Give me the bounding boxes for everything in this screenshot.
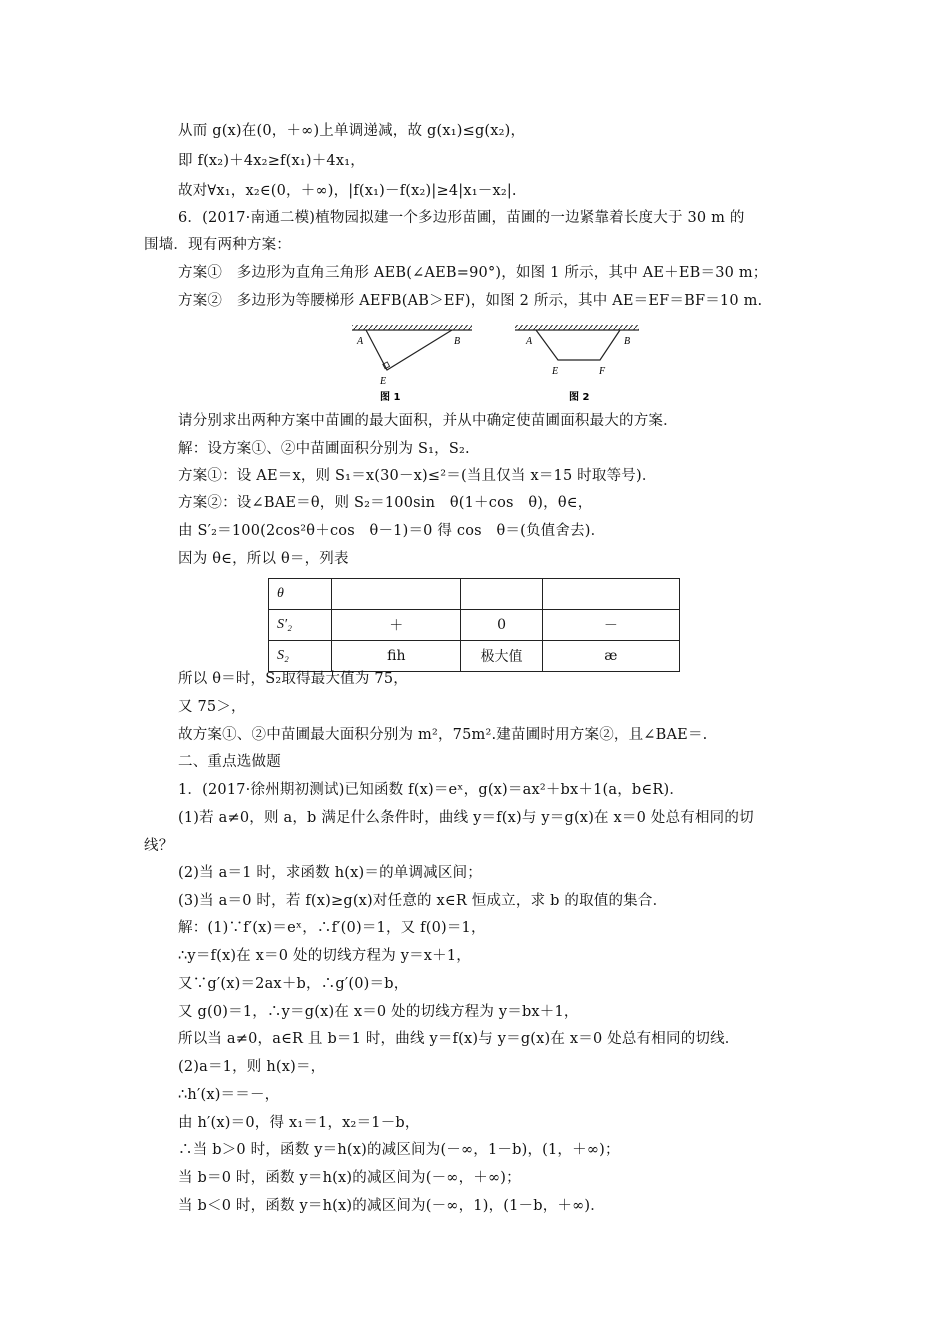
text-line: 从而 g(x)在(0，＋∞)上单调递减，故 g(x₁)≤g(x₂)， bbox=[178, 123, 526, 139]
text-line: 故方案①、②中苗圃最大面积分别为 m²，75m².建苗圃时用方案②，且∠BAE＝. bbox=[178, 727, 708, 743]
text-line: 6．(2017·南通二模)植物园拟建一个多边形苗圃，苗圃的一边紧靠着长度大于 30 m 的 bbox=[178, 210, 745, 226]
label-e: E bbox=[552, 366, 559, 377]
figure-2 bbox=[515, 325, 639, 403]
text-line: (2)当 a＝1 时，求函数 h(x)＝的单调减区间； bbox=[178, 865, 482, 881]
figures bbox=[340, 322, 660, 404]
figure-diagrams bbox=[340, 322, 660, 404]
figure-1 bbox=[352, 325, 472, 403]
table-cell: S′₂ bbox=[269, 610, 332, 641]
table-cell bbox=[542, 579, 679, 610]
table-row bbox=[269, 579, 680, 610]
text-line: 所以 θ＝时，S₂取得最大值为 75， bbox=[178, 671, 408, 687]
table-cell bbox=[461, 579, 542, 610]
label-a: A bbox=[357, 336, 364, 347]
text-line: 又 g(0)＝1，∴y＝g(x)在 x＝0 处的切线方程为 y＝bx＋1， bbox=[178, 1004, 579, 1020]
wall-hatch bbox=[515, 325, 639, 330]
text-line: 又 75＞， bbox=[178, 699, 246, 715]
text-line: 当 b＝0 时，函数 y＝h(x)的减区间为(－∞，＋∞)； bbox=[178, 1170, 521, 1186]
text-line: (1)若 a≠0，则 a，b 满足什么条件时，曲线 y＝f(x)与 y＝g(x)在 x＝0 处总有相同的切 bbox=[178, 810, 754, 826]
section-heading: 二、重点选做题 bbox=[178, 754, 281, 770]
table-cell: θ bbox=[269, 579, 332, 610]
triangle-aeb bbox=[366, 330, 452, 370]
text-line: 故对∀x₁，x₂∈(0，＋∞)，|f(x₁)－f(x₂)|≥4|x₁－x₂|. bbox=[178, 183, 517, 199]
text-line: 方案①：设 AE＝x，则 S₁＝x(30－x)≤²＝(当且仅当 x＝15 时取等号)． bbox=[178, 468, 657, 484]
text-line: 方案②：设∠BAE＝θ，则 S₂＝100sin θ(1＋cos θ)，θ∈， bbox=[178, 495, 593, 511]
text-line: 所以当 a≠0，a∈R 且 b＝1 时，曲线 y＝f(x)与 y＝g(x)在 x＝0 处总有相同的切线． bbox=[178, 1031, 740, 1047]
text-line: 由 h′(x)＝0，得 x₁＝1，x₂＝1－b， bbox=[178, 1115, 420, 1131]
table-row bbox=[269, 610, 680, 641]
derivative-sign-table bbox=[268, 578, 680, 672]
text-line: 线？ bbox=[144, 838, 174, 854]
table-cell: æ bbox=[542, 641, 679, 672]
trapezoid-aefb bbox=[536, 330, 620, 360]
text-line: 方案① 多边形为直角三角形 AEB(∠AEB=90°)，如图 1 所示，其中 AE＋EB＝30 m； bbox=[178, 265, 768, 281]
label-e: E bbox=[380, 376, 387, 387]
text-line: (3)当 a＝0 时，若 f(x)≥g(x)对任意的 x∈R 恒成立，求 b 的取值的集合． bbox=[178, 893, 668, 909]
text-line: 即 f(x₂)＋4x₂≥f(x₁)＋4x₁， bbox=[178, 153, 365, 169]
table-cell: 0 bbox=[461, 610, 542, 641]
table-cell: ﬁh bbox=[332, 641, 461, 672]
text-line: 围墙．现有两种方案： bbox=[144, 237, 291, 253]
text-line: 方案② 多边形为等腰梯形 AEFB(AB＞EF)，如图 2 所示，其中 AE＝EF＝BF＝10 m. bbox=[178, 293, 763, 309]
table-row bbox=[269, 641, 680, 672]
label-a: A bbox=[526, 336, 533, 347]
text-line: 由 S′₂＝100(2cos²θ＋cos θ－1)＝0 得 cos θ＝(负值舍去)． bbox=[178, 523, 606, 539]
table-cell: 极大值 bbox=[461, 641, 542, 672]
text-line: ∴h′(x)＝＝－， bbox=[178, 1087, 280, 1103]
label-f: F bbox=[599, 366, 606, 377]
wall-hatch bbox=[352, 325, 472, 330]
text-line: 当 b＜0 时，函数 y＝h(x)的减区间为(－∞，1)，(1－b，＋∞)． bbox=[178, 1198, 605, 1214]
text-line: ∴y＝f(x)在 x＝0 处的切线方程为 y＝x＋1， bbox=[178, 948, 471, 964]
label-b: B bbox=[624, 336, 631, 347]
figure-2-caption: 图 2 bbox=[569, 392, 590, 403]
label-b: B bbox=[454, 336, 461, 347]
figure-1-caption: 图 1 bbox=[380, 392, 401, 403]
text-line: 1．(2017·徐州期初测试)已知函数 f(x)＝eˣ，g(x)＝ax²＋bx＋1(a，b∈R)． bbox=[178, 782, 685, 798]
text-line: 解：设方案①、②中苗圃面积分别为 S₁，S₂. bbox=[178, 441, 470, 457]
text-line: 解：(1)∵f′(x)＝eˣ，∴f′(0)＝1，又 f(0)＝1， bbox=[178, 920, 486, 936]
text-line: 因为 θ∈，所以 θ＝，列表 bbox=[178, 551, 349, 567]
text-line: 又∵g′(x)＝2ax＋b，∴g′(0)＝b， bbox=[178, 976, 409, 992]
table-cell bbox=[332, 579, 461, 610]
table-cell: S₂ bbox=[269, 641, 332, 672]
text-line: ∴当 b＞0 时，函数 y＝h(x)的减区间为(－∞，1－b)，(1，＋∞)； bbox=[178, 1142, 620, 1158]
text-line: (2)a＝1，则 h(x)＝， bbox=[178, 1059, 326, 1075]
text-line: 请分别求出两种方案中苗圃的最大面积，并从中确定使苗圃面积最大的方案． bbox=[178, 413, 678, 429]
table-cell: － bbox=[542, 610, 679, 641]
table-cell: ＋ bbox=[332, 610, 461, 641]
